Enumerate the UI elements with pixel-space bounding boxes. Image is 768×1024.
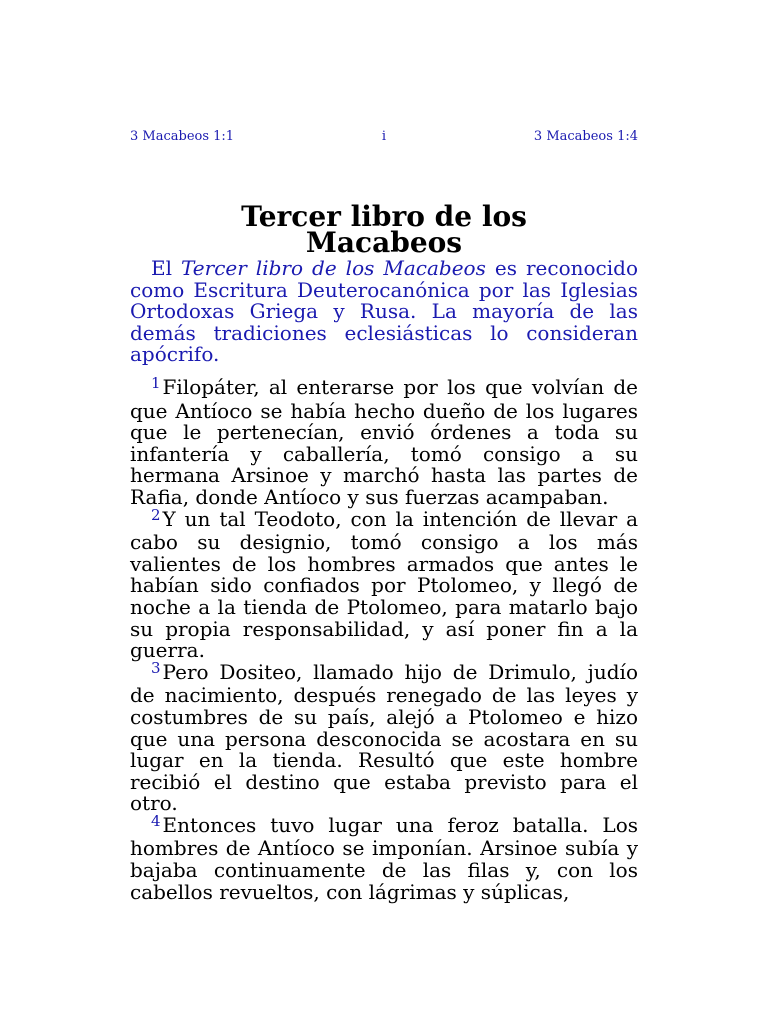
intro-rest: es reconocido como Escritura Deuterocanónica por las Iglesias Ortodoxas Griega y Rusa. La mayoría de las demás tradiciones eclesiásticas lo consideran apócrifo. bbox=[130, 256, 638, 367]
verse-2 bbox=[130, 505, 638, 663]
intro-prefix: El bbox=[151, 256, 182, 280]
verse-number: 4 bbox=[151, 811, 161, 830]
verse-number: 2 bbox=[151, 505, 161, 524]
verse-3 bbox=[130, 658, 638, 816]
verse-4 bbox=[130, 811, 638, 904]
intro-book-name: Tercer libro de los Macabeos bbox=[181, 256, 486, 280]
verse-text: Filopáter, al enterarse por los que volvían de que Antíoco se había hecho dueño de los lugares que le pertenecían, envió órdenes a toda su infantería y caballería, tomó consigo a su hermana Arsinoe y marchó hasta las partes de Rafia, donde Antíoco y sus fuerzas acampaban. bbox=[130, 375, 638, 509]
running-head-end-reference: 3 Macabeos 1:4 bbox=[533, 129, 638, 144]
verse-text: Pero Dositeo, llamado hijo de Drimulo, judío de nacimiento, después renegado de las leyes y costumbres de su país, alejó a Ptolomeo e hizo que una persona desconocida se acostara en su lugar en la tienda. Resultó que este hombre recibió el destino que estaba previsto para el otro. bbox=[130, 659, 638, 816]
verse-text: Entonces tuvo lugar una feroz batalla. Los hombres de Antíoco se imponían. Arsinoe subía y bajaba continuamente de las filas y, con los cabellos revueltos, con lágrimas y súplicas, bbox=[130, 812, 638, 904]
verse-number: 3 bbox=[151, 658, 161, 677]
book-title-line-2: Macabeos bbox=[305, 226, 463, 259]
running-head bbox=[130, 129, 638, 147]
running-head-start-reference: 3 Macabeos 1:1 bbox=[130, 129, 235, 144]
verse-text: Y un tal Teodoto, con la intención de llevar a cabo su designio, tomó consigo a los más valientes de los hombres armados que antes le habían sido confiados por Ptolomeo, y llegó de noche a la tienda de Ptolomeo, para matarlo bajo su propia responsabilidad, y así poner fin a la guerra. bbox=[130, 506, 638, 663]
verse-1 bbox=[130, 374, 638, 509]
verse-list bbox=[130, 374, 638, 904]
book-title-line-1: Tercer libro de los bbox=[241, 200, 527, 233]
book-title bbox=[130, 200, 638, 259]
page-number: i bbox=[381, 129, 387, 144]
intro-paragraph bbox=[130, 258, 638, 366]
verse-number: 1 bbox=[151, 374, 161, 392]
